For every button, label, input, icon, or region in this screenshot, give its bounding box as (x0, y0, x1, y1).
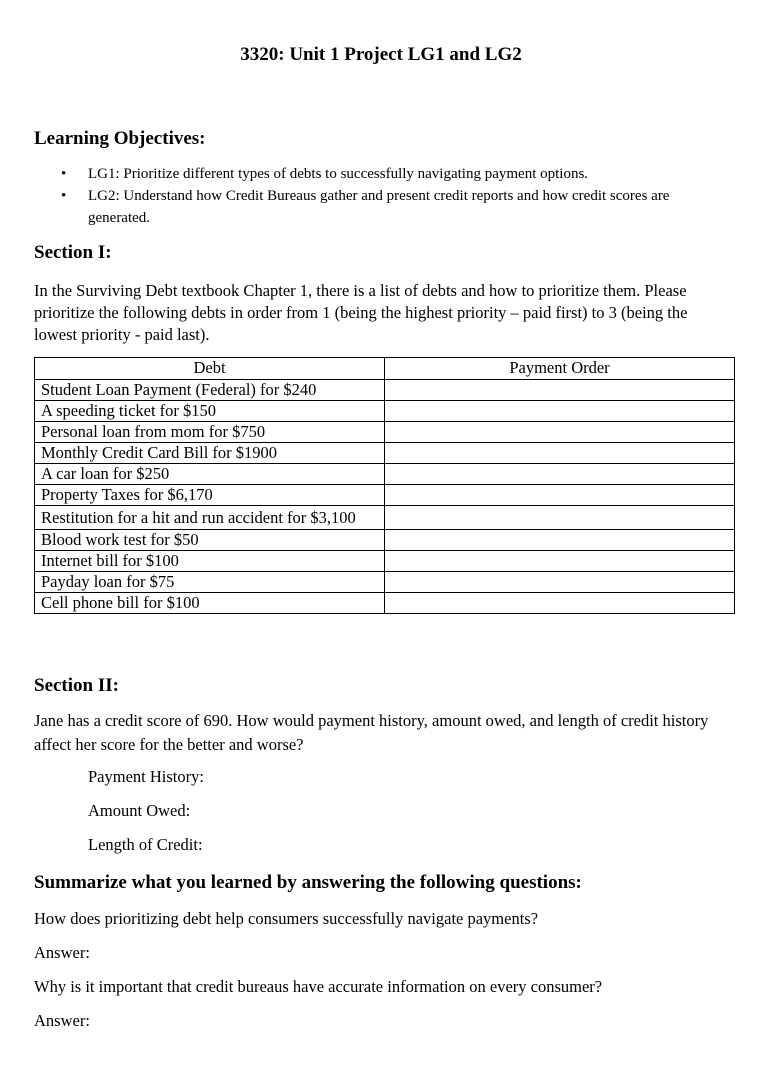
table-row (35, 572, 735, 593)
debt-cell: Blood work test for $50 (35, 530, 385, 551)
section-1-intro: In the Surviving Debt textbook Chapter 1, there is a list of debts and how to prioritize them. Please prioritize the following debts in order from 1 (being the highest priority – paid first) to 3 (being the lowest priority - paid last). (34, 281, 688, 344)
summary-heading: Summarize what you learned by answering the following questions: (34, 872, 582, 893)
table-header-row (35, 358, 735, 380)
answer-2-label[interactable]: Answer: (34, 1011, 90, 1030)
table-row (35, 380, 735, 401)
debt-cell: A car loan for $250 (35, 464, 385, 485)
payment-order-input[interactable] (385, 530, 735, 551)
debt-cell: Monthly Credit Card Bill for $1900 (35, 443, 385, 464)
bullet-icon: • (61, 166, 67, 182)
payment-order-input[interactable] (385, 572, 735, 593)
payment-order-input[interactable] (385, 401, 735, 422)
payment-history-label: Payment History: (88, 767, 204, 786)
objective-item (34, 185, 734, 229)
payment-order-column-header: Payment Order (385, 358, 735, 380)
payment-order-input[interactable] (385, 506, 735, 530)
table-row (35, 530, 735, 551)
debt-column-header: Debt (35, 358, 385, 380)
payment-order-input[interactable] (385, 593, 735, 614)
section-2-heading: Section II: (34, 675, 119, 696)
payment-order-input[interactable] (385, 464, 735, 485)
table-row (35, 401, 735, 422)
objective-text: LG2: Understand how Credit Bureaus gather and present credit reports and how credit scores are generated. (88, 188, 670, 226)
table-row (35, 422, 735, 443)
amount-owed-label: Amount Owed: (88, 801, 191, 820)
debt-cell: Cell phone bill for $100 (35, 593, 385, 614)
table-row (35, 464, 735, 485)
debt-cell: Restitution for a hit and run accident for $3,100 (35, 506, 385, 530)
table-row (35, 443, 735, 464)
payment-order-input[interactable] (385, 380, 735, 401)
debt-cell: Property Taxes for $6,170 (35, 485, 385, 506)
debt-cell: Internet bill for $100 (35, 551, 385, 572)
debt-cell: Student Loan Payment (Federal) for $240 (35, 380, 385, 401)
bullet-icon: • (61, 188, 67, 204)
question-2: Why is it important that credit bureaus have accurate information on every consumer? (34, 977, 603, 996)
table-row (35, 485, 735, 506)
debt-cell: Payday loan for $75 (35, 572, 385, 593)
learning-objectives-heading: Learning Objectives: (34, 128, 206, 149)
debt-cell: A speeding ticket for $150 (35, 401, 385, 422)
answer-1-label[interactable]: Answer: (34, 943, 90, 962)
table-row (35, 593, 735, 614)
payment-order-input[interactable] (385, 485, 735, 506)
payment-order-input[interactable] (385, 422, 735, 443)
table-row (35, 506, 735, 530)
section-2-intro: Jane has a credit score of 690. How would payment history, amount owed, and length of credit history affect her score for the better and worse? (34, 711, 709, 754)
payment-order-input[interactable] (385, 443, 735, 464)
debt-table (34, 357, 735, 614)
length-of-credit-label: Length of Credit: (88, 835, 203, 854)
payment-order-input[interactable] (385, 551, 735, 572)
objective-item (34, 163, 734, 185)
debt-cell: Personal loan from mom for $750 (35, 422, 385, 443)
section-1-heading: Section I: (34, 242, 112, 263)
objectives-list (34, 163, 734, 229)
objective-text: LG1: Prioritize different types of debts to successfully navigating payment options. (88, 166, 589, 182)
question-1: How does prioritizing debt help consumers successfully navigate payments? (34, 909, 539, 928)
page-title: 3320: Unit 1 Project LG1 and LG2 (240, 44, 522, 65)
table-row (35, 551, 735, 572)
